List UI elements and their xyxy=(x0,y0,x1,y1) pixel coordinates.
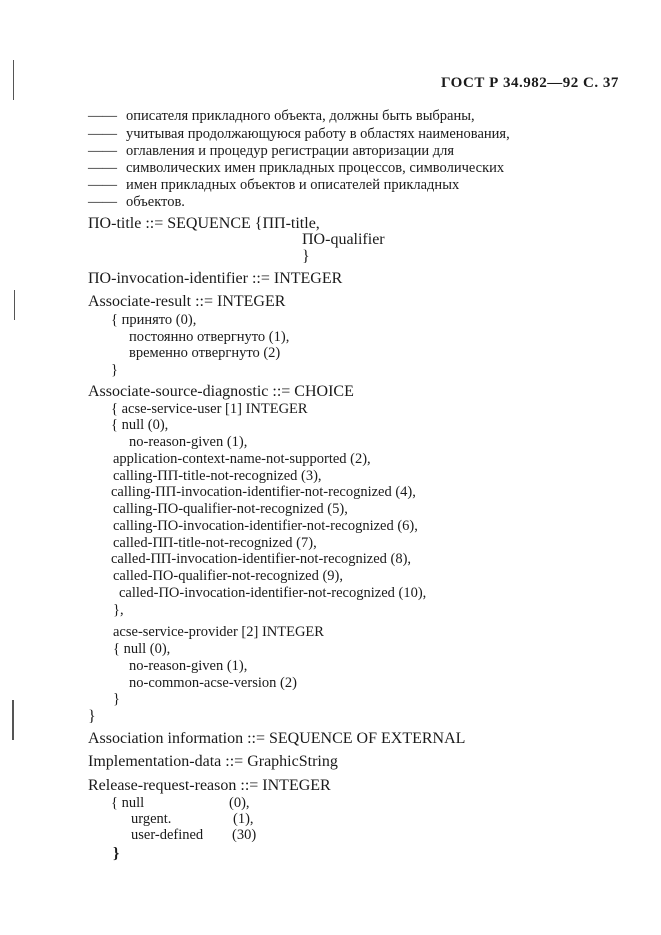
scan-mark xyxy=(12,700,14,740)
intro-line xyxy=(88,127,510,142)
dash-mark: —— xyxy=(88,194,117,210)
code-line: { null (0), xyxy=(111,417,169,433)
code-line: } xyxy=(88,708,96,725)
code-line: { null xyxy=(111,795,145,811)
code-line: ПО-invocation-identifier ::= INTEGER xyxy=(88,270,343,287)
code-line: постоянно отвергнуто (1), xyxy=(129,329,290,345)
code-line: } xyxy=(113,845,120,862)
dash-mark: —— xyxy=(88,143,117,159)
code-line: Association information ::= SEQUENCE OF EXTERNAL xyxy=(88,730,466,747)
code-line: { принято (0), xyxy=(111,312,197,328)
code-line: no-reason-given (1), xyxy=(129,434,248,450)
code-line: calling-ПО-invocation-identifier-not-recognized (6), xyxy=(113,518,418,534)
code-line: acse-service-provider [2] INTEGER xyxy=(113,624,324,640)
code-line: Associate-result ::= INTEGER xyxy=(88,293,286,310)
code-line: Release-request-reason ::= INTEGER xyxy=(88,777,331,794)
intro-text: объектов. xyxy=(126,194,185,210)
code-line: application-context-name-not-supported (2), xyxy=(113,451,371,467)
code-line: } xyxy=(302,248,310,265)
intro-text: символических имен прикладных процессов, символических xyxy=(126,160,505,176)
code-line: } xyxy=(113,691,120,707)
code-line: временно отвергнуто (2) xyxy=(129,345,281,361)
code-line: { acse-service-user [1] INTEGER xyxy=(111,401,308,417)
intro-line xyxy=(88,195,185,210)
code-line: (30) xyxy=(232,827,257,843)
intro-line xyxy=(88,144,454,159)
code-line: ПО-title ::= SEQUENCE {ПП-title, xyxy=(88,215,320,232)
intro-text: оглавления и процедур регистрации авторизации для xyxy=(126,143,455,159)
code-line: { null (0), xyxy=(113,641,171,657)
intro-line xyxy=(88,178,459,193)
dash-mark: —— xyxy=(88,177,117,193)
code-line: Associate-source-diagnostic ::= CHOICE xyxy=(88,383,354,400)
code-line: (0), xyxy=(229,795,250,811)
intro-line xyxy=(88,161,504,176)
code-line: called-ПО-invocation-identifier-not-recognized (10), xyxy=(119,585,427,601)
code-line: called-ПО-qualifier-not-recognized (9), xyxy=(113,568,343,584)
code-line: (1), xyxy=(233,811,254,827)
code-line: no-common-acse-version (2) xyxy=(129,675,297,691)
code-line: calling-ПО-qualifier-not-recognized (5), xyxy=(113,501,348,517)
dash-mark: —— xyxy=(88,108,117,124)
scan-mark xyxy=(13,60,14,100)
dash-mark: —— xyxy=(88,126,117,142)
code-line: ПО-qualifier xyxy=(302,231,385,248)
code-line: called-ПП-invocation-identifier-not-recognized (8), xyxy=(111,551,412,567)
scan-mark xyxy=(14,290,15,320)
code-line: } xyxy=(111,362,118,378)
code-line: calling-ПП-title-not-recognized (3), xyxy=(113,468,322,484)
dash-mark: —— xyxy=(88,160,117,176)
code-line: user-defined xyxy=(131,827,204,843)
intro-text: учитывая продолжающуюся работу в областях наименования, xyxy=(126,126,510,142)
intro-line xyxy=(88,109,475,124)
page-header: ГОСТ Р 34.982—92 С. 37 xyxy=(441,75,619,91)
code-line: Implementation-data ::= GraphicString xyxy=(88,753,338,770)
intro-text: имен прикладных объектов и описателей прикладных xyxy=(126,177,460,193)
code-line: calling-ПП-invocation-identifier-not-recognized (4), xyxy=(111,484,416,500)
code-line: }, xyxy=(113,602,124,618)
intro-text: описателя прикладного объекта, должны быть выбраны, xyxy=(126,108,475,124)
code-line: called-ПП-title-not-recognized (7), xyxy=(113,535,317,551)
code-line: no-reason-given (1), xyxy=(129,658,248,674)
code-line: urgent. xyxy=(131,811,172,827)
